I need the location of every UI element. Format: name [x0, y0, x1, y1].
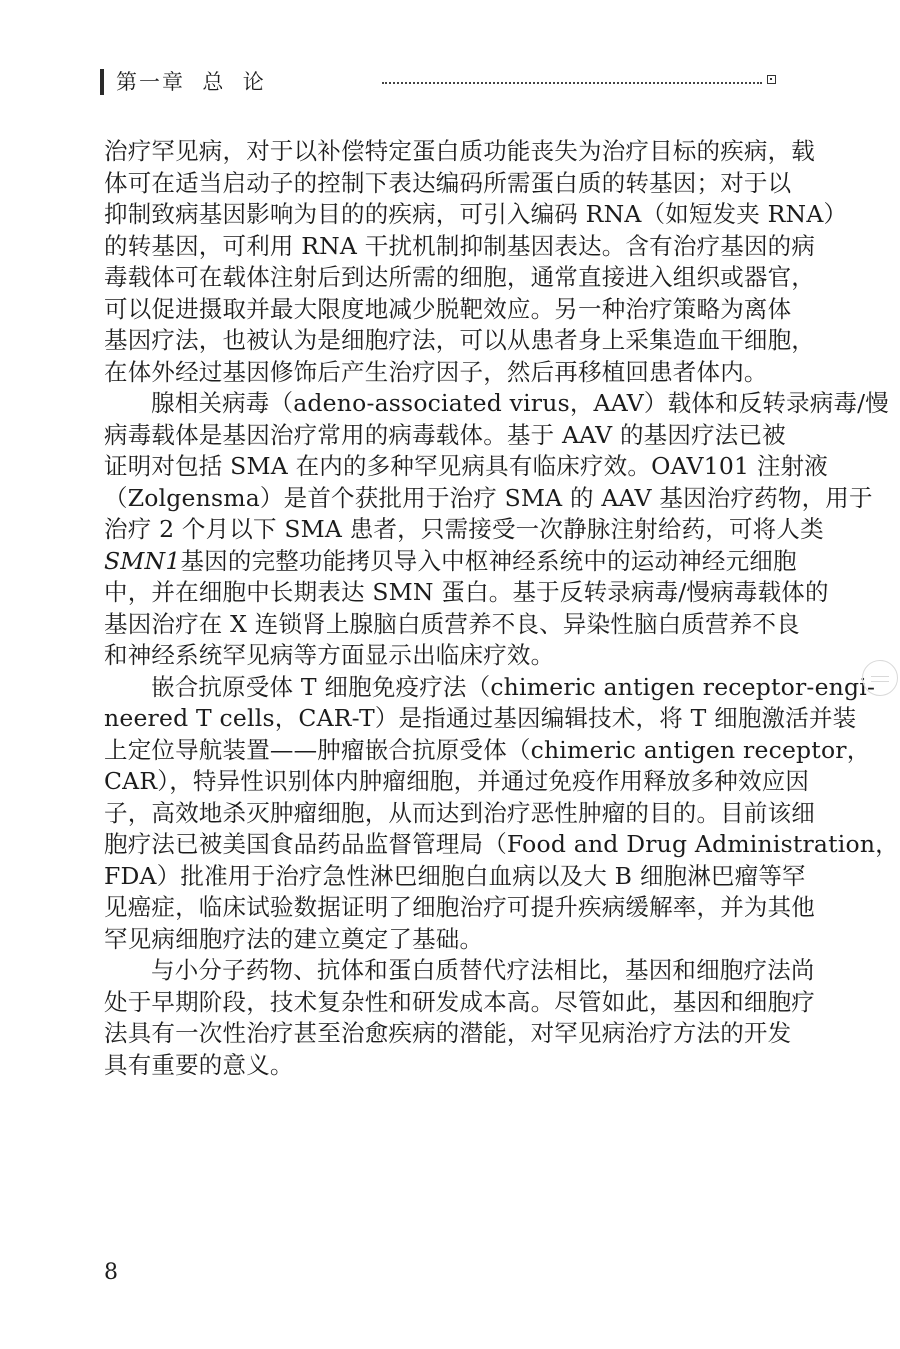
text-line: 上定位导航装置——肿瘤嵌合抗原受体（chimeric antigen receptor， — [104, 735, 871, 764]
text-line: FDA）批准用于治疗急性淋巴细胞白血病以及大 B 细胞淋巴瘤等罕 — [104, 861, 806, 890]
text-line: 与小分子药物、抗体和蛋白质替代疗法相比，基因和细胞疗法尚 — [151, 956, 815, 984]
running-header — [100, 66, 776, 100]
text-line: CAR），特异性识别体内肿瘤细胞，并通过免疫作用释放多种效应因 — [104, 767, 810, 795]
text-line: 胞疗法已被美国食品药品监督管理局（Food and Drug Administration， — [104, 830, 899, 858]
text-line: 治疗罕见病，对于以补偿特定蛋白质功能丧失为治疗目标的疾病，载 — [104, 137, 815, 165]
text-line: 证明对包括 SMA 在内的多种罕见病具有临床疗效。OAV101 注射液 — [104, 452, 828, 480]
text-line: （Zolgensma）是首个获批用于治疗 SMA 的 AAV 基因治疗药物，用于 — [104, 483, 873, 512]
gene-name-italic: SMN1 — [104, 546, 181, 575]
text-line: 腺相关病毒（adeno-associated virus，AAV）载体和反转录病毒/慢 — [151, 389, 889, 417]
text-line: 见癌症，临床试验数据证明了细胞治疗可提升疾病缓解率，并为其他 — [104, 893, 815, 921]
text-line: 可以促进摄取并最大限度地减少脱靶效应。另一种治疗策略为离体 — [104, 294, 792, 323]
header-end-mark-icon — [767, 75, 776, 84]
text-line: 治疗 2 个月以下 SMA 患者，只需接受一次静脉注射给药，可将人类 — [104, 515, 824, 543]
text-line: 罕见病细胞疗法的建立奠定了基础。 — [104, 924, 484, 953]
text-line: 病毒载体是基因治疗常用的病毒载体。基于 AAV 的基因疗法已被 — [104, 420, 786, 449]
text-line: 处于早期阶段，技术复杂性和研发成本高。尽管如此，基因和细胞疗 — [104, 987, 815, 1016]
text-line: 的转基因，可利用 RNA 干扰机制抑制基因表达。含有治疗基因的病 — [104, 231, 816, 260]
header-accent-bar — [100, 69, 104, 95]
paragraph-gene-therapy-vectors — [104, 136, 848, 388]
text-line: 嵌合抗原受体 T 细胞免疫疗法（chimeric antigen receptor-engi- — [151, 672, 876, 701]
chapter-title: 第一章 总 论 — [116, 70, 266, 94]
text-line: 具有重要的意义。 — [104, 1050, 294, 1079]
text-line: 抑制致病基因影响为目的的疾病，可引入编码 RNA（如短发夹 RNA） — [104, 200, 848, 228]
text-line: 基因治疗在 X 连锁肾上腺脑白质营养不良、异染性脑白质营养不良 — [104, 609, 800, 638]
page-number: 8 — [104, 1260, 118, 1285]
text-line: 在体外经过基因修饰后产生治疗因子，然后再移植回患者体内。 — [104, 357, 768, 386]
text-line-rest: 基因的完整功能拷贝导入中枢神经系统中的运动神经元细胞 — [180, 546, 797, 575]
text-line: 子，高效地杀灭肿瘤细胞，从而达到治疗恶性肿瘤的目的。目前该细 — [104, 798, 815, 827]
page-body — [104, 136, 899, 1081]
text-line: 和神经系统罕见病等方面显示出临床疗效。 — [104, 641, 555, 669]
text-line: 法具有一次性治疗甚至治愈疾病的潜能，对罕见病治疗方法的开发 — [104, 1019, 792, 1047]
text-line: neered T cells，CAR-T）是指通过基因编辑技术，将 T 细胞激活并装 — [104, 704, 857, 732]
paragraph-car-t — [104, 672, 899, 956]
text-line: 体可在适当启动子的控制下表达编码所需蛋白质的转基因；对于以 — [104, 168, 792, 197]
watermark-logo-icon — [862, 660, 898, 696]
paragraph-comparison — [104, 955, 815, 1081]
text-line-with-italic — [104, 546, 797, 578]
header-dotted-rule — [382, 82, 762, 84]
text-line: 基因疗法，也被认为是细胞疗法，可以从患者身上采集造血干细胞， — [104, 326, 815, 354]
text-line: 中，并在细胞中长期表达 SMN 蛋白。基于反转录病毒/慢病毒载体的 — [104, 578, 829, 606]
text-line: 毒载体可在载体注射后到达所需的细胞，通常直接进入组织或器官， — [104, 263, 815, 291]
paragraph-aav-vectors — [104, 388, 889, 672]
